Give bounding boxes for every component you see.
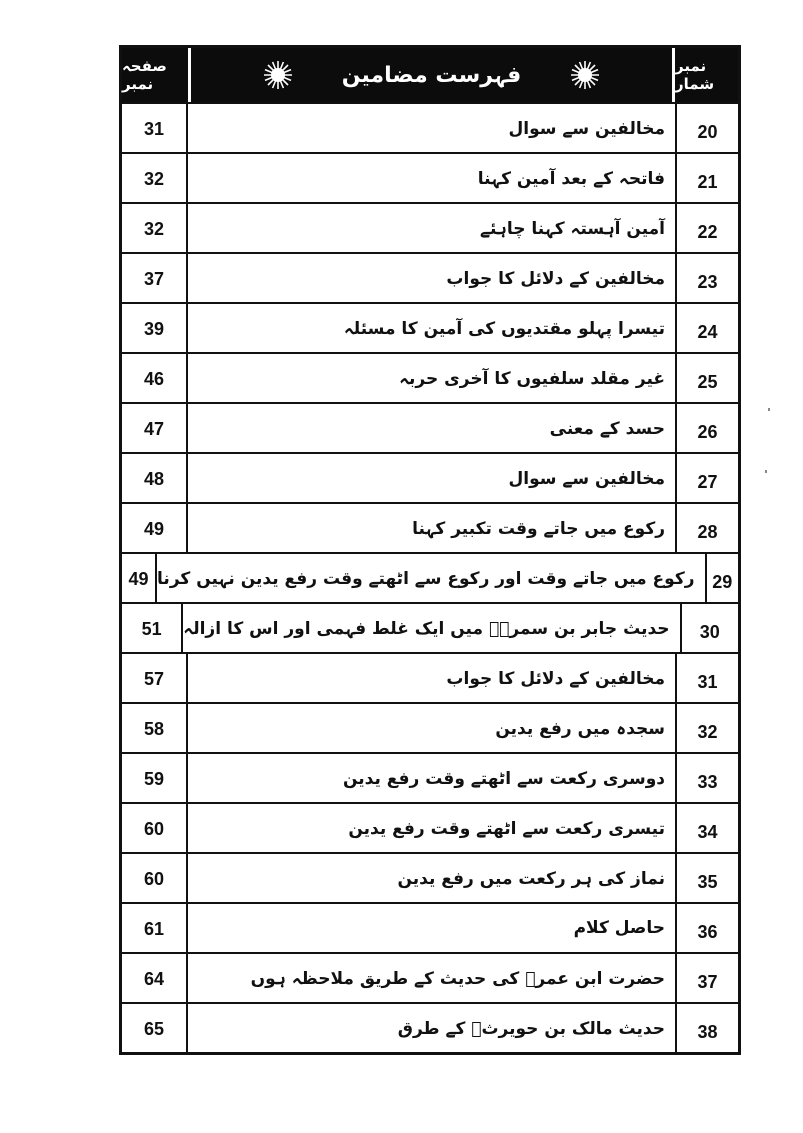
table-row [122,302,738,352]
toc-title: فہرست مضامین [341,62,522,88]
page-number-cell: 59 [122,754,188,802]
page-number-cell: 58 [122,704,188,752]
page-number-cell: 46 [122,354,188,402]
serial-number-cell: 29 [705,554,738,602]
topic-title-cell: مخالفین کے دلائل کا جواب [446,268,665,289]
scan-speck [765,470,767,473]
toc-header [122,48,738,102]
page-number-cell: 61 [122,904,188,952]
serial-number-cell: 28 [675,504,738,552]
topic-title-cell: تیسری رکعت سے اٹھتے وقت رفع یدین [348,818,665,839]
serial-number-cell: 30 [680,604,738,652]
page-number-cell: 65 [122,1004,188,1052]
sun-ornament-icon [263,60,293,90]
table-row [122,152,738,202]
table-row [122,102,738,152]
table-row [122,752,738,802]
serial-number-cell: 21 [675,154,738,202]
page-number-cell: 32 [122,154,188,202]
topic-title-cell: حاصل کلام [573,918,665,938]
table-row [122,952,738,1002]
page-number-cell: 57 [122,654,188,702]
page-number-cell: 49 [122,504,188,552]
toc-title-cell [191,48,672,102]
topic-title-cell: مخالفین سے سوال [508,468,665,489]
table-row [122,652,738,702]
table-row [122,352,738,402]
table-row [122,602,738,652]
topic-title-cell: تیسرا پہلو مقتدیوں کی آمین کا مسئلہ [343,318,665,339]
table-row [122,1002,738,1052]
page-number-cell: 49 [122,554,157,602]
table-row [122,502,738,552]
serial-number-cell: 32 [675,704,738,752]
serial-number-cell: 33 [675,754,738,802]
table-row [122,902,738,952]
topic-title-cell: حدیث مالک بن حویرثؓ کے طرق [397,1018,665,1039]
serial-number-cell: 34 [675,804,738,852]
topic-title-cell: رکوع میں جاتے وقت اور رکوع سے اٹھتے وقت رفع یدین نہیں کرنا [157,568,695,589]
toc-rows [122,102,738,1052]
table-row [122,802,738,852]
topic-title-cell: سجدہ میں رفع یدین [495,718,665,739]
page-number-cell: 60 [122,854,188,902]
page-number-cell: 60 [122,804,188,852]
serial-number-cell: 36 [675,904,738,952]
scan-speck [768,408,770,411]
serial-number-cell: 35 [675,854,738,902]
topic-title-cell: مخالفین سے سوال [508,118,665,139]
page-number-cell: 64 [122,954,188,1002]
page-number-cell: 32 [122,204,188,252]
serial-number-cell: 22 [675,204,738,252]
serial-number-cell: 26 [675,404,738,452]
serial-number-cell: 25 [675,354,738,402]
serial-number-cell: 37 [675,954,738,1002]
table-row [122,852,738,902]
serial-number-cell: 24 [675,304,738,352]
serial-number-cell: 20 [675,104,738,152]
topic-title-cell: مخالفین کے دلائل کا جواب [446,668,665,689]
page-number-cell: 51 [122,604,183,652]
topic-title-cell: آمین آہستہ کہنا چاہئے [480,218,665,239]
page-number-cell: 31 [122,104,188,152]
table-of-contents [119,45,741,1055]
table-row [122,702,738,752]
topic-title-cell: حدیث جابر بن سمرہؓ میں ایک غلط فہمی اور اس کا ازالہ [183,618,670,639]
topic-title-cell: دوسری رکعت سے اٹھتے وقت رفع یدین [342,768,665,789]
topic-title-cell: فاتحہ کے بعد آمین کہنا [477,168,665,189]
table-row [122,402,738,452]
serial-number-column-header: نمبر شمار [672,48,738,102]
serial-number-cell: 23 [675,254,738,302]
table-row [122,202,738,252]
page-number-cell: 39 [122,304,188,352]
page-number-cell: 48 [122,454,188,502]
page-number-cell: 47 [122,404,188,452]
serial-number-cell: 31 [675,654,738,702]
topic-title-cell: رکوع میں جاتے وقت تکبیر کہنا [412,518,665,539]
topic-title-cell: حضرت ابن عمرؓ کی حدیث کے طریق ملاحظہ ہوں [250,968,665,989]
topic-title-cell: نماز کی ہر رکعت میں رفع یدین [397,868,665,889]
serial-number-cell: 27 [675,454,738,502]
sun-ornament-icon [570,60,600,90]
table-row [122,452,738,502]
topic-title-cell: حسد کے معنی [549,418,665,439]
page-number-column-header: صفحہ نمبر [122,48,191,102]
serial-number-cell: 38 [675,1004,738,1052]
topic-title-cell: غیر مقلد سلفیوں کا آخری حربہ [399,368,665,389]
page-number-cell: 37 [122,254,188,302]
table-row [122,252,738,302]
table-row [122,552,738,602]
